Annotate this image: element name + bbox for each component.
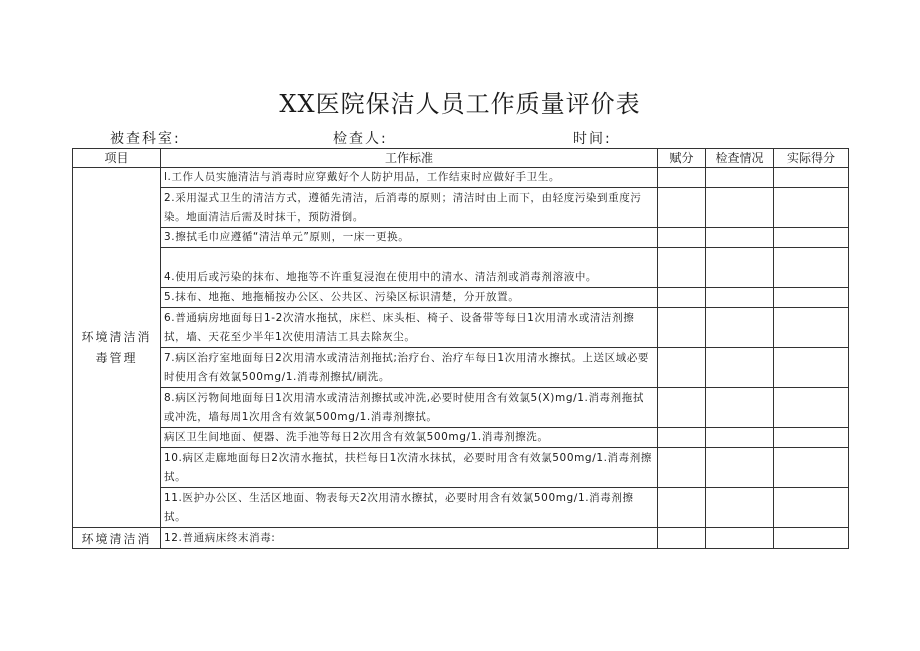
table-row: [73, 428, 849, 448]
standard-cell: 3.擦拭毛巾应遵循“清洁单元”原则，一床一更换。: [161, 228, 658, 248]
table-row: [73, 348, 849, 388]
table-row: [73, 448, 849, 488]
actual-cell[interactable]: [774, 388, 849, 428]
table-row: [73, 528, 849, 549]
actual-cell[interactable]: [774, 288, 849, 308]
check-cell[interactable]: [706, 228, 774, 248]
check-cell[interactable]: [706, 448, 774, 488]
evaluation-table: [72, 148, 849, 549]
actual-cell[interactable]: [774, 528, 849, 549]
standard-cell: 12.普通病床终末消毒:: [161, 528, 658, 549]
check-cell[interactable]: [706, 168, 774, 188]
actual-cell[interactable]: [774, 228, 849, 248]
actual-cell[interactable]: [774, 348, 849, 388]
score-cell[interactable]: [658, 488, 706, 528]
standard-cell: 6.普通病房地面每日1-2次清水拖拭，床栏、床头柜、椅子、设备带等每日1次用清水或清洁剂擦拭，墙、天花至少半年1次使用清洁工具去除灰尘。: [161, 308, 658, 348]
actual-cell[interactable]: [774, 448, 849, 488]
actual-cell[interactable]: [774, 188, 849, 228]
header-row: [73, 149, 849, 168]
check-cell[interactable]: [706, 288, 774, 308]
header-item: 项目: [73, 149, 161, 168]
standard-cell: 病区卫生间地面、便器、洗手池等每日2次用含有效氯500mg∕1.消毒剂擦洗。: [161, 428, 658, 448]
standard-cell: 11.医护办公区、生活区地面、物表每天2次用清水擦拭，必要时用含有效氯500mg∕1.消毒剂擦拭。: [161, 488, 658, 528]
header-check: 检查情况: [706, 149, 774, 168]
table-row: [73, 288, 849, 308]
actual-cell[interactable]: [774, 428, 849, 448]
standard-cell: 7.病区治疗室地面每日2次用清水或清洁剂拖拭;治疗台、治疗车每日1次用清水擦拭。上送区域必要时使用含有效氯500mg∕1.消毒剂擦拭/刷洗。: [161, 348, 658, 388]
inspector-label: 检查人:: [333, 131, 388, 147]
table-row: [73, 248, 849, 288]
table-row: [73, 228, 849, 248]
score-cell[interactable]: [658, 428, 706, 448]
actual-cell[interactable]: [774, 168, 849, 188]
page-title: XX医院保洁人员工作质量评价表: [279, 90, 641, 118]
table-row: [73, 388, 849, 428]
check-cell[interactable]: [706, 348, 774, 388]
table-row: [73, 168, 849, 188]
time-label: 时间:: [573, 131, 612, 147]
score-cell[interactable]: [658, 528, 706, 549]
standard-cell: 2.采用湿式卫生的清洁方式，遵循先清洁，后消毒的原则；清洁时由上而下，由轻度污染到重度污染。地面清洁后需及时抹干，预防滑倒。: [161, 188, 658, 228]
actual-cell[interactable]: [774, 248, 849, 288]
inspected-dept-label: 被查科室:: [110, 131, 181, 147]
score-cell[interactable]: [658, 308, 706, 348]
section-environment-disinfection: 环境清洁消: [73, 528, 161, 549]
score-cell[interactable]: [658, 448, 706, 488]
actual-cell[interactable]: [774, 488, 849, 528]
table-row: [73, 188, 849, 228]
score-cell[interactable]: [658, 288, 706, 308]
check-cell[interactable]: [706, 528, 774, 549]
standard-cell: 10.病区走廊地面每日2次清水拖拭，扶栏每日1次清水抹拭，必要时用含有效氯500mg∕1.消毒剂擦拭。: [161, 448, 658, 488]
check-cell[interactable]: [706, 308, 774, 348]
header-score: 赋分: [658, 149, 706, 168]
actual-cell[interactable]: [774, 308, 849, 348]
score-cell[interactable]: [658, 388, 706, 428]
score-cell[interactable]: [658, 348, 706, 388]
table-row: [73, 488, 849, 528]
check-cell[interactable]: [706, 488, 774, 528]
check-cell[interactable]: [706, 428, 774, 448]
score-cell[interactable]: [658, 188, 706, 228]
score-cell[interactable]: [658, 228, 706, 248]
standard-cell: 8.病区污物间地面每日1次用清水或清洁剂擦拭或冲洗,必要时使用含有效氯5(X)mg∕1.消毒剂拖拭或冲洗，墙每周1次用含有效氯500mg∕1.消毒剂擦拭。: [161, 388, 658, 428]
table-row: [73, 308, 849, 348]
check-cell[interactable]: [706, 248, 774, 288]
standard-cell: 4.使用后或污染的抹布、地拖等不许重复浸泡在使用中的清水、清洁剂或消毒剂溶液中。: [161, 248, 658, 288]
score-cell[interactable]: [658, 168, 706, 188]
header-standard: 工作标准: [161, 149, 658, 168]
check-cell[interactable]: [706, 188, 774, 228]
standard-cell: l.工作人员实施清洁与消毒时应穿戴好个人防护用品，工作结束时应做好手卫生。: [161, 168, 658, 188]
check-cell[interactable]: [706, 388, 774, 428]
section-environment-cleaning: 环境清洁消毒管理: [73, 168, 161, 528]
header-actual: 实际得分: [774, 149, 849, 168]
standard-cell: 5.抹布、地拖、地拖桶按办公区、公共区、污染区标识清楚，分开放置。: [161, 288, 658, 308]
score-cell[interactable]: [658, 248, 706, 288]
